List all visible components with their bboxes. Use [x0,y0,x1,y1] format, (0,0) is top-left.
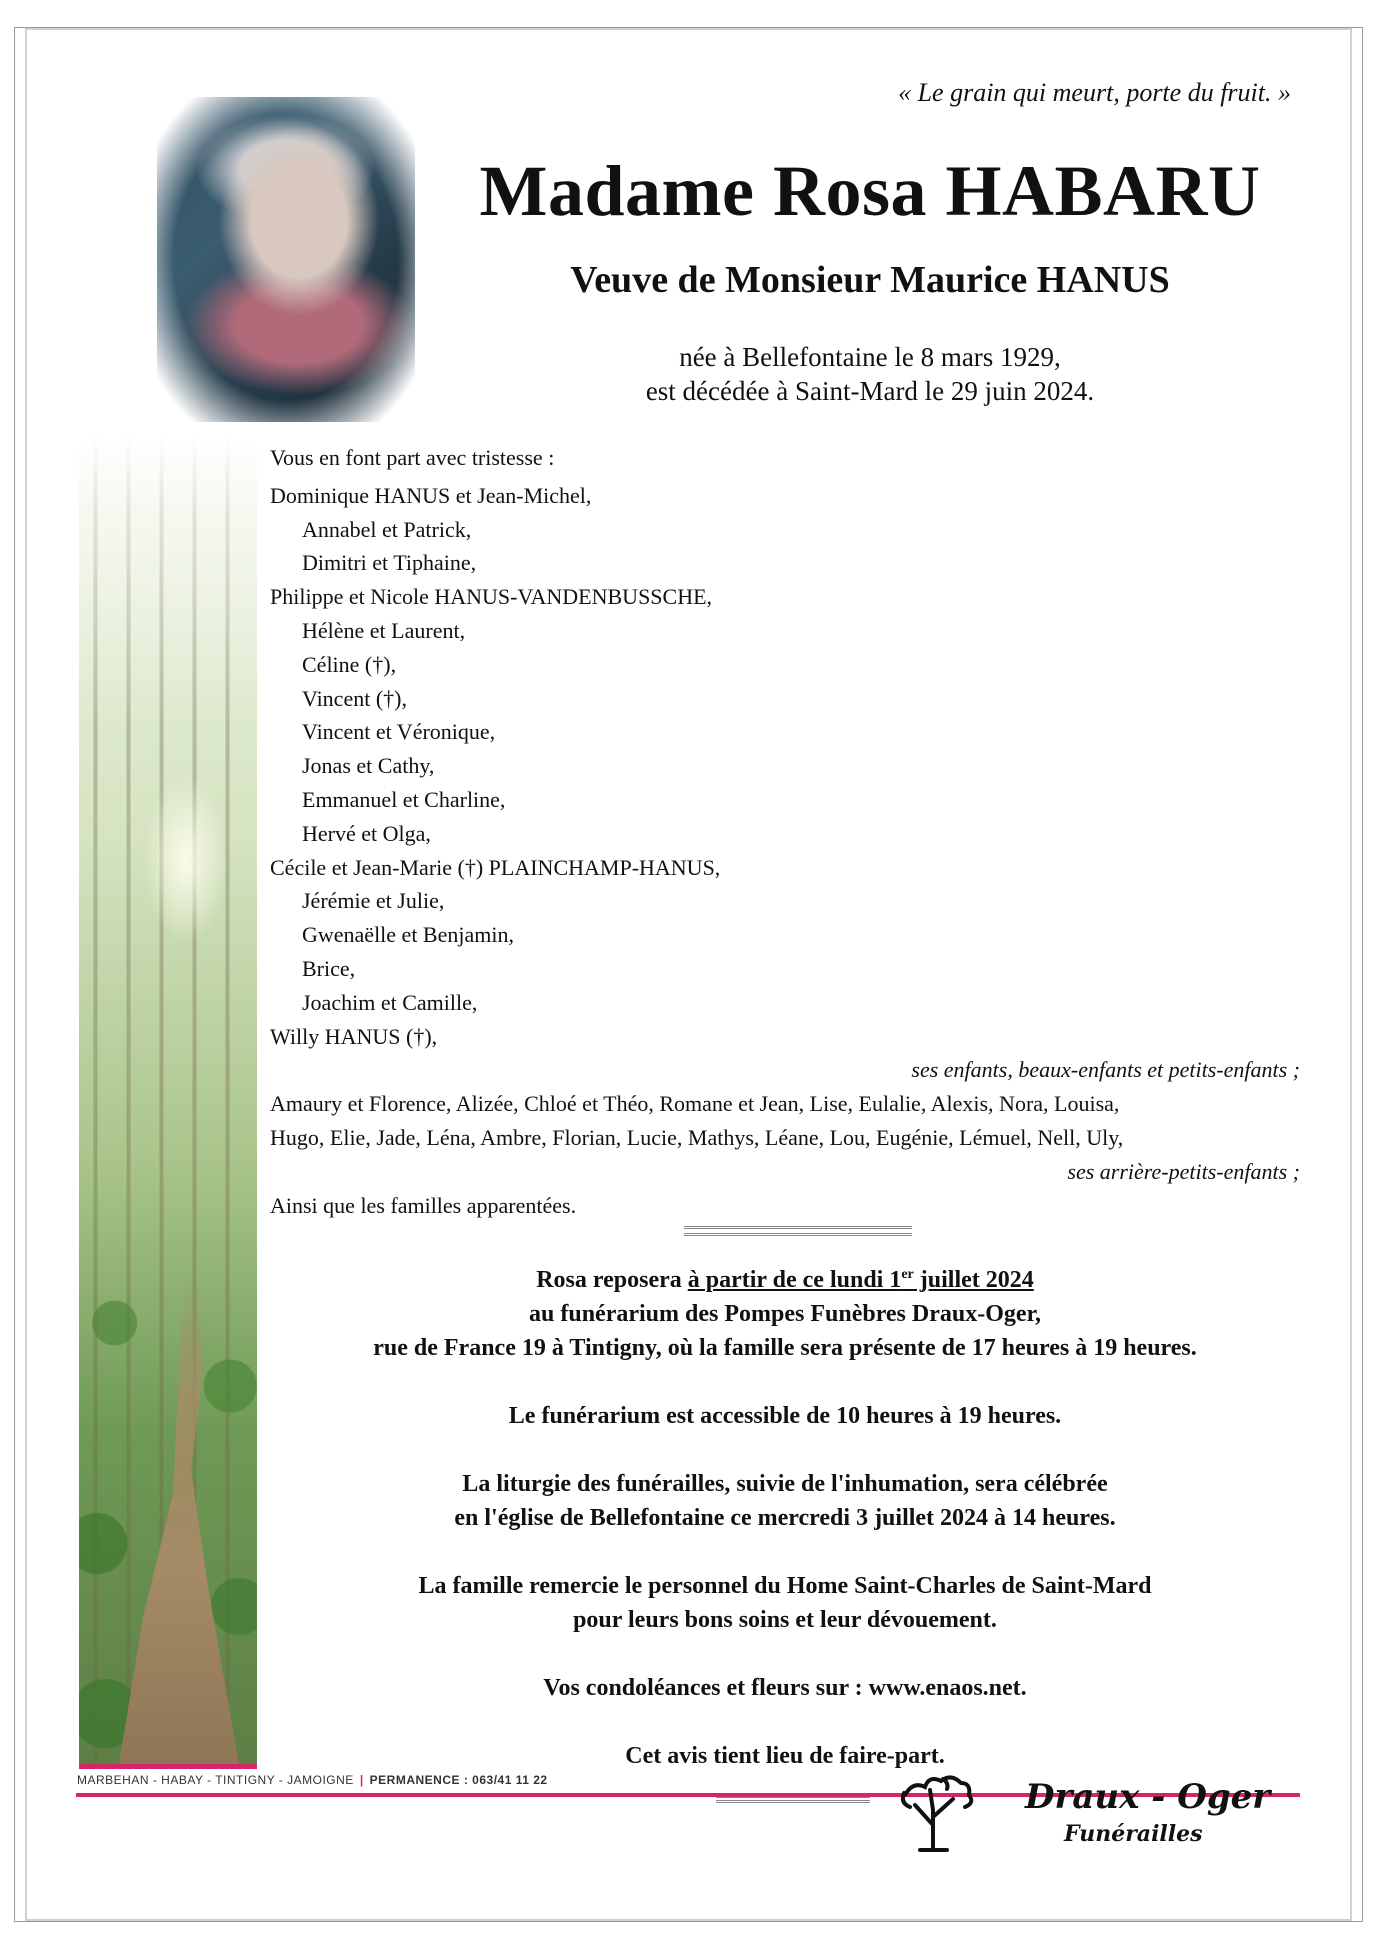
access-notice: Le funérarium est accessible de 10 heures à 19 heures. [508,1403,1062,1429]
family-line: Annabel et Patrick, [302,516,472,542]
brand-logo-subtitle: Funérailles [1060,1821,1207,1847]
viewing-date-sup: er [901,1267,914,1282]
deceased-name: Madame Rosa HABARU [479,151,1261,231]
family-line: Joachim et Camille, [302,989,478,1015]
birth-death-dates [440,340,1300,408]
family-line: Hélène et Laurent, [302,617,466,643]
family-line: Vincent et Véronique, [302,719,496,745]
widow-line: Veuve de Monsieur Maurice HANUS [570,259,1170,301]
children-caption: ses enfants, beaux-enfants et petits-enfants ; [911,1057,1300,1083]
family-line: Hervé et Olga, [302,820,431,846]
family-line: Philippe et Nicole HANUS-VANDENBUSSCHE, [270,584,713,610]
family-line: Gwenaëlle et Benjamin, [302,922,514,948]
family-line: Jérémie et Julie, [302,888,445,914]
funeral-notices [270,1258,1300,1807]
family-closing: Ainsi que les familles apparentées. [270,1192,577,1218]
viewing-date-a: à partir de ce lundi 1 [687,1267,902,1293]
great-grandchildren-line: Amaury et Florence, Alizée, Chloé et Théo, Romane et Jean, Lise, Eulalie, Alexis, Nora, Louisa, [270,1091,1120,1117]
forest-path-image [79,434,257,1764]
forest-image-accent-bar [79,1764,257,1769]
permanence-phone: PERMANENCE : 063/41 11 22 [369,1773,548,1787]
family-list [270,441,1300,1222]
faire-part-notice: Cet avis tient lieu de faire-part. [625,1743,945,1769]
towns-text: MARBEHAN - HABAY - TINTIGNY - JAMOIGNE [77,1773,354,1787]
double-rule-divider [684,1226,912,1236]
footer-separator: | [359,1773,364,1787]
viewing-date-b: juillet 2024 [913,1267,1034,1293]
family-line: Brice, [302,955,356,981]
viewing-notice [270,1258,1300,1365]
thanks-notice [270,1569,1300,1637]
liturgy-notice [270,1467,1300,1535]
family-line: Emmanuel et Charline, [302,786,506,812]
family-line: Willy HANUS (†), [270,1023,438,1049]
family-line: Vincent (†), [302,685,407,711]
footer-towns [77,1773,548,1787]
viewing-prefix: Rosa reposera [536,1267,688,1293]
portrait-photo [157,97,415,422]
thanks-line-1: La famille remercie le personnel du Home Saint-Charles de Saint-Mard [418,1573,1152,1599]
liturgy-line-1: La liturgie des funérailles, suivie de l'inhumation, sera célébrée [462,1471,1108,1497]
epigraph-quote: « Le grain qui meurt, porte du fruit. » [898,78,1291,107]
viewing-place: au funérarium des Pompes Funèbres Draux-Oger, [529,1301,1041,1327]
viewing-date [688,1267,1034,1293]
viewing-address: rue de France 19 à Tintigny, où la famille sera présente de 17 heures à 19 heures. [373,1335,1197,1361]
death-line: est décédée à Saint-Mard le 29 juin 2024. [645,376,1095,406]
great-grandchildren-line: Hugo, Elie, Jade, Léna, Ambre, Florian, Lucie, Mathys, Léane, Lou, Eugénie, Lémuel, Nell, Uly, [270,1124,1124,1150]
family-line: Dominique HANUS et Jean-Michel, [270,482,592,508]
birth-line: née à Bellefontaine le 8 mars 1929, [679,342,1061,372]
family-line: Jonas et Cathy, [302,753,435,779]
family-line: Dimitri et Tiphaine, [302,550,477,576]
family-line: Cécile et Jean-Marie (†) PLAINCHAMP-HANUS, [270,854,721,880]
great-grandchildren-caption: ses arrière-petits-enfants ; [1067,1158,1300,1184]
family-line: Céline (†), [302,651,397,677]
brand-logo-text: Draux - Oger [1025,1777,1271,1817]
thanks-line-2: pour leurs bons soins et leur dévouement. [573,1607,997,1633]
tree-logo-icon [885,1755,985,1855]
family-intro: Vous en font part avec tristesse : [270,445,555,470]
family-lines [270,479,1300,1054]
condolences-notice: Vos condoléances et fleurs sur : www.enaos.net. [543,1675,1027,1701]
liturgy-line-2: en l'église de Bellefontaine ce mercredi 3 juillet 2024 à 14 heures. [454,1505,1116,1531]
